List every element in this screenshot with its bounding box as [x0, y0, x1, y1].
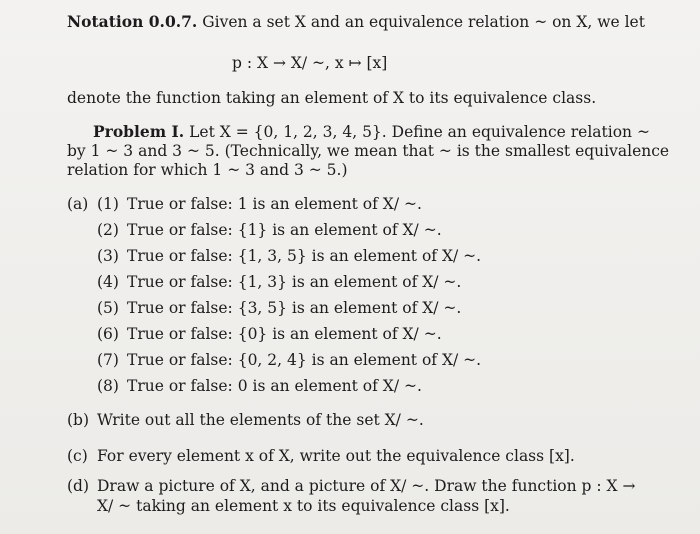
notation-label: Notation 0.0.7.: [67, 12, 198, 31]
notation-formula: p : X → X/ ~, x ↦ [x]: [232, 54, 388, 72]
notation-text: Given a set X and an equivalence relation ~ on X, we let: [197, 13, 645, 31]
part-b: [67, 410, 424, 430]
part-b-label: (b): [67, 411, 90, 429]
item-number: (5): [97, 299, 119, 317]
item-text: True or false: {3, 5} is an element of X/ ~.: [127, 299, 462, 317]
part-c-label: (c): [67, 447, 88, 465]
problem-line-1: [93, 122, 650, 142]
item-text: True or false: {1} is an element of X/ ~.: [127, 221, 442, 239]
problem-text-1: Let X = {0, 1, 2, 3, 4, 5}. Define an equivalence relation ~: [184, 123, 650, 141]
item-text: True or false: 0 is an element of X/ ~.: [127, 377, 422, 395]
item-text: True or false: {1, 3} is an element of X/ ~.: [127, 273, 462, 291]
problem-line-3: relation for which 1 ~ 3 and 3 ~ 5.): [67, 161, 348, 179]
item-number: (6): [97, 325, 119, 343]
notation-after: denote the function taking an element of X to its equivalence class.: [67, 89, 597, 107]
part-b-text: Write out all the elements of the set X/ ~.: [97, 411, 424, 429]
item-text: True or false: {0} is an element of X/ ~.: [127, 325, 442, 343]
item-number: (7): [97, 351, 119, 369]
item-number: (3): [97, 247, 119, 265]
part-d-line-1: [67, 476, 636, 496]
part-a-item-8: [97, 376, 422, 396]
part-a-item-5: [97, 298, 461, 318]
part-a-item-3: [97, 246, 481, 266]
item-number: (2): [97, 221, 119, 239]
item-text: True or false: 1 is an element of X/ ~.: [127, 195, 422, 213]
part-d-line-2: X/ ~ taking an element x to its equivalence class [x].: [97, 497, 510, 515]
problem-line-2: by 1 ~ 3 and 3 ~ 5. (Technically, we mean that ~ is the smallest equivalence: [67, 142, 670, 160]
problem-label: Problem I.: [93, 122, 185, 141]
part-c: [67, 446, 575, 466]
item-number: (1): [97, 195, 119, 213]
item-number: (8): [97, 377, 119, 395]
item-text: True or false: {1, 3, 5} is an element of X/ ~.: [127, 247, 482, 265]
part-d-label: (d): [67, 477, 90, 495]
part-a-label: (a): [67, 195, 89, 213]
item-number: (4): [97, 273, 119, 291]
part-a-item-2: [97, 220, 442, 240]
part-a-item-1: [67, 194, 422, 214]
part-a-item-7: [97, 350, 481, 370]
part-a-item-4: [97, 272, 461, 292]
part-d-text-1: Draw a picture of X, and a picture of X/ ~. Draw the function p : X →: [97, 477, 636, 495]
part-a-item-6: [97, 324, 442, 344]
part-c-text: For every element x of X, write out the equivalence class [x].: [97, 447, 575, 465]
item-text: True or false: {0, 2, 4} is an element of X/ ~.: [127, 351, 482, 369]
notation-line: [67, 12, 645, 32]
